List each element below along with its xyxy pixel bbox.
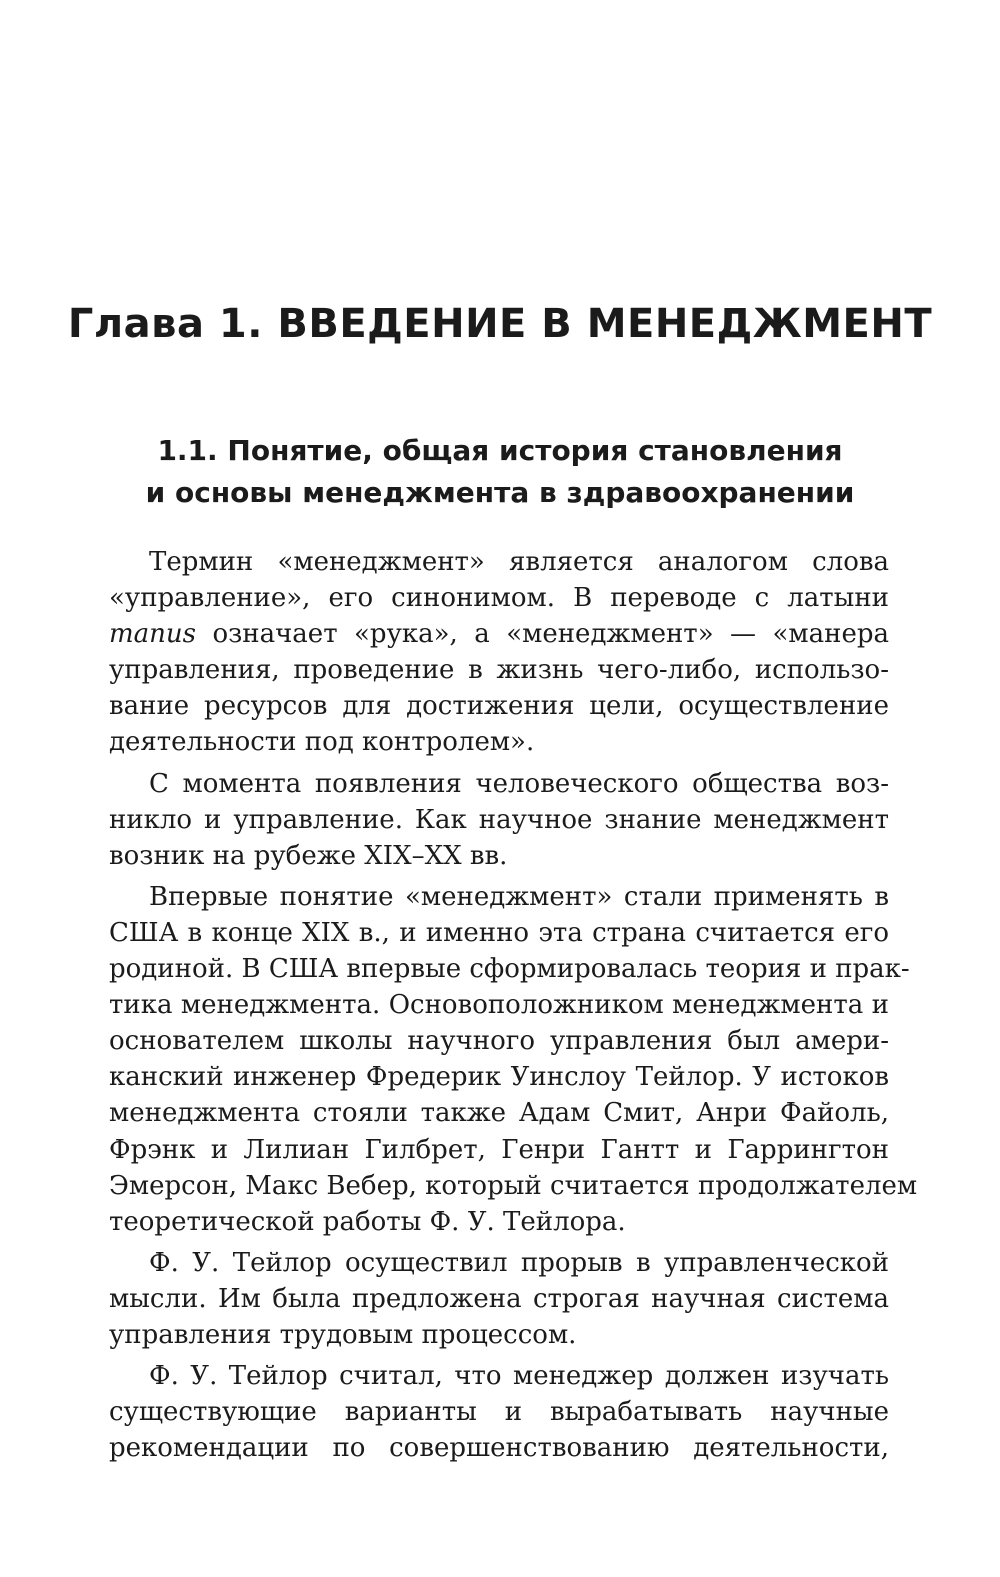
text-line: канский инженер Фредерик Уинслоу Тейлор. У истоков	[109, 1062, 889, 1093]
text-line: теоретической работы Ф. У. Тейлора.	[109, 1206, 626, 1237]
text-line: Термин «менеджмент» является аналогом слова	[149, 547, 889, 577]
text-line: мысли. Им была предложена строгая научная система	[109, 1283, 889, 1314]
text-line: Фрэнк и Лилиан Гилбрет, Генри Гантт и Гаррингтон	[109, 1134, 889, 1165]
text-line: деятельности под контролем».	[109, 727, 535, 758]
text-line: тика менеджмента. Основоположником менеджмента и	[109, 990, 889, 1021]
paragraph	[109, 544, 889, 761]
text-line	[109, 616, 889, 652]
text-line: никло и управление. Как научное знание менеджмент	[109, 804, 889, 835]
text-line-rest: означает «рука», а «менеджмент» — «манера	[196, 619, 889, 650]
text-line: С момента появления человеческого общества воз-	[149, 768, 889, 799]
latin-term: manus	[109, 619, 196, 650]
body-text	[109, 544, 918, 1466]
text-line: Ф. У. Тейлор осуществил прорыв в управленческой	[149, 1247, 889, 1278]
text-line: управления, проведение в жизнь чего-либо, использо-	[109, 655, 889, 686]
text-line: рекомендации по совершенствованию деятельности,	[109, 1433, 889, 1464]
text-line: Ф. У. Тейлор считал, что менеджер должен изучать	[149, 1361, 889, 1392]
paragraph	[109, 766, 889, 874]
section-title-line-1: 1.1. Понятие, общая история становления	[157, 434, 843, 467]
section-title-line-2: и основы менеджмента в здравоохранении	[145, 476, 855, 509]
text-line: управления трудовым процессом.	[109, 1319, 577, 1350]
text-line: Впервые понятие «менеджмент» стали применять в	[149, 881, 889, 912]
section-title	[0, 430, 1000, 514]
text-line: США в конце XIX в., и именно эта страна считается его	[109, 917, 889, 948]
text-line: существующие варианты и вырабатывать научные	[109, 1397, 889, 1428]
text-line: возник на рубеже XIX–XX вв.	[109, 840, 508, 871]
text-line: Эмерсон, Макс Вебер, который считается продолжателем	[109, 1170, 918, 1201]
text-line: «управление», его синонимом. В переводе с латыни	[109, 583, 889, 614]
chapter-title: Глава 1. ВВЕДЕНИЕ В МЕНЕДЖМЕНТ	[67, 301, 933, 347]
paragraph	[109, 879, 918, 1240]
paragraph	[109, 1245, 889, 1353]
text-line: вание ресурсов для достижения цели, осуществление	[109, 691, 889, 722]
text-line: родиной. В США впервые сформировалась теория и прак-	[109, 954, 910, 985]
paragraph	[109, 1358, 889, 1466]
text-line: основателем школы научного управления был амери-	[109, 1026, 889, 1057]
text-line: менеджмента стояли также Адам Смит, Анри Файоль,	[109, 1098, 889, 1129]
